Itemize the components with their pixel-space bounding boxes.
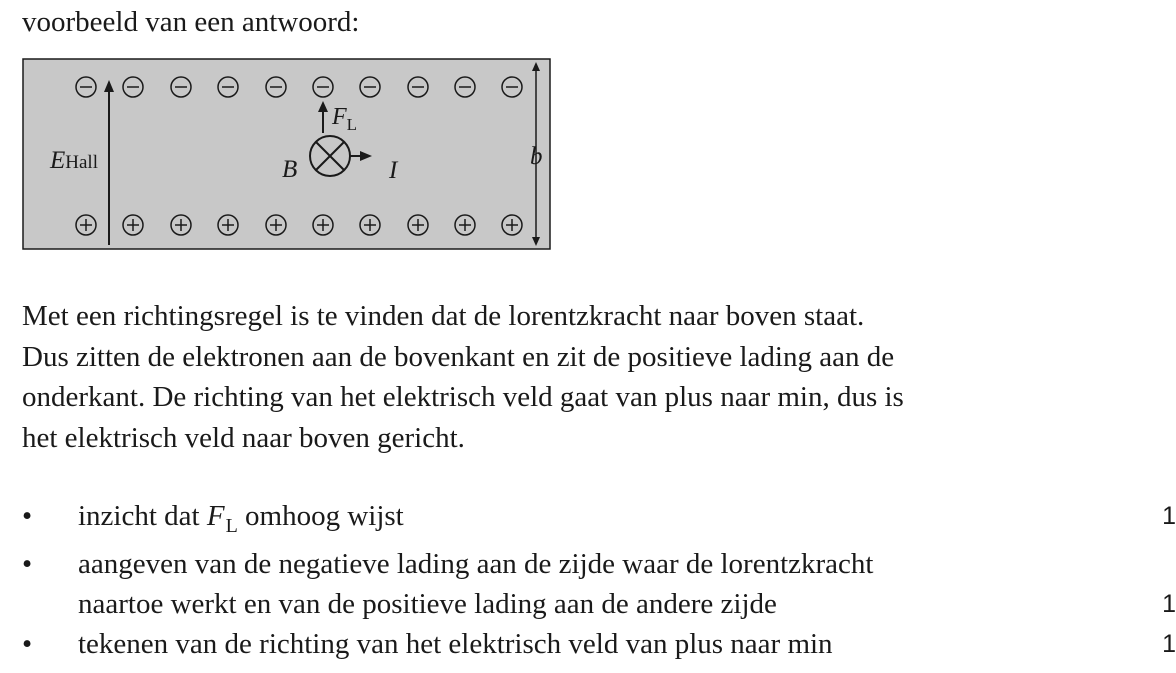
- bullet-marker: •: [22, 500, 33, 532]
- i-label: I: [389, 157, 398, 184]
- positive-charge-icon: [76, 215, 96, 235]
- negative-charge-icon: [408, 77, 428, 97]
- intro-text: voorbeeld van een antwoord:: [22, 6, 360, 38]
- negative-charge-icon: [171, 77, 191, 97]
- positive-charge-icon: [408, 215, 428, 235]
- negative-charge-icon: [266, 77, 286, 97]
- bullet-marker: •: [22, 628, 33, 660]
- positive-charge-icon: [171, 215, 191, 235]
- explanation-paragraph: [22, 296, 1162, 458]
- criterion-3-score: 1: [1162, 630, 1176, 658]
- width-label: b: [530, 143, 543, 170]
- positive-charge-icon: [123, 215, 143, 235]
- paragraph-line: onderkant. De richting van het elektrisch veld gaat van plus naar min, dus is: [22, 381, 904, 413]
- negative-charge-icon: [502, 77, 522, 97]
- criterion-2-score: 1: [1162, 590, 1176, 618]
- negative-charge-icon: [76, 77, 96, 97]
- b-field-into-page-icon: [310, 136, 350, 176]
- negative-charge-icon: [313, 77, 333, 97]
- force-label: $F_L$: [332, 104, 358, 134]
- paragraph-line: het elektrisch veld naar boven gericht.: [22, 421, 465, 454]
- paragraph-line: Met een richtingsregel is te vinden dat de lorentzkracht naar boven staat.: [22, 300, 865, 332]
- positive-charge-icon: [266, 215, 286, 235]
- criterion-3-text: tekenen van de richting van het elektrisch veld van plus naar min: [78, 628, 833, 660]
- positive-charge-icon: [218, 215, 238, 235]
- b-label: B: [282, 156, 298, 183]
- criterion-1-text: inzicht dat $F_L$ omhoog wijst: [78, 500, 404, 537]
- negative-charge-icon: [218, 77, 238, 97]
- criterion-2-text: aangeven van de negatieve lading aan de zijde waar de lorentzkracht naartoe werkt en van de positieve lading aan de andere zijde: [78, 548, 874, 620]
- criterion-1-score: 1: [1162, 502, 1176, 530]
- positive-charge-icon: [502, 215, 522, 235]
- e-hall-label: EHall: [50, 147, 98, 174]
- positive-charge-icon: [455, 215, 475, 235]
- positive-charge-icon: [313, 215, 333, 235]
- negative-charge-icon: [123, 77, 143, 97]
- positive-charge-icon: [360, 215, 380, 235]
- hall-effect-figure: [0, 0, 1176, 260]
- negative-charge-icon: [455, 77, 475, 97]
- force-symbol: F: [206, 500, 225, 532]
- negative-charge-icon: [360, 77, 380, 97]
- paragraph-line: Dus zitten de elektronen aan de bovenkant en zit de positieve lading aan de: [22, 340, 895, 373]
- bullet-marker: •: [22, 548, 33, 580]
